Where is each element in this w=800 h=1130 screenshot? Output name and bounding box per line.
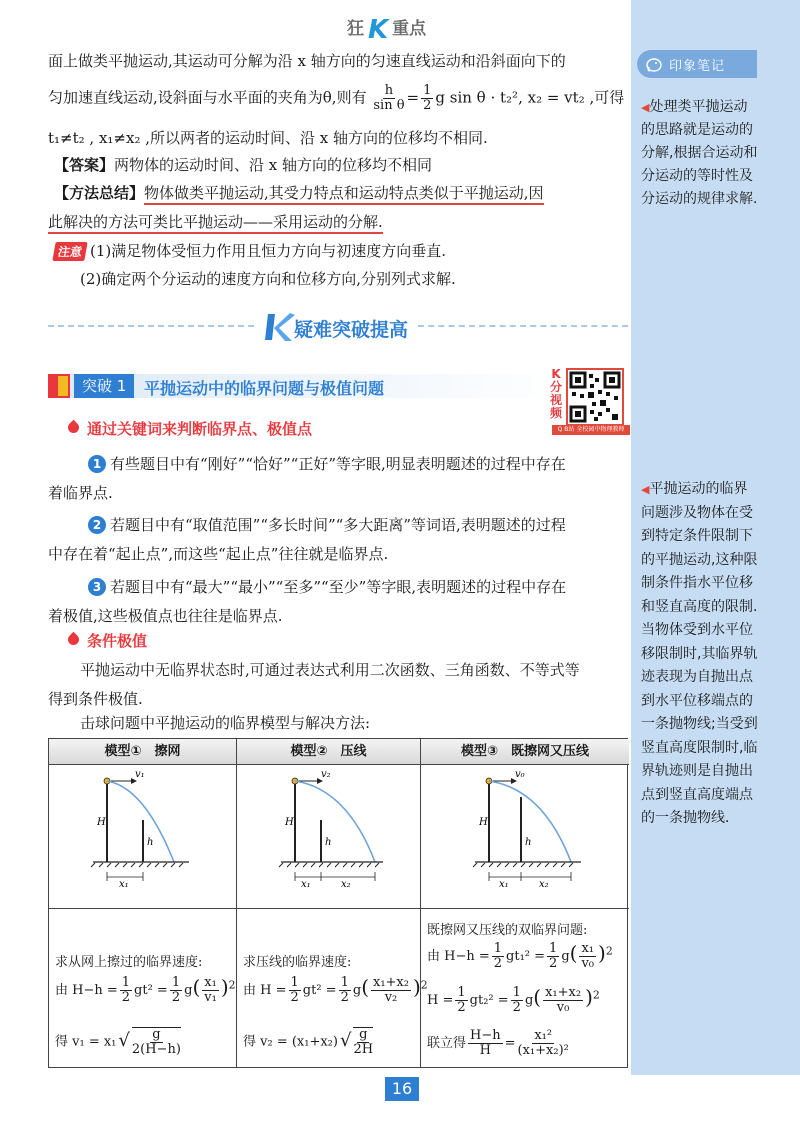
banner-divider-right xyxy=(418,325,628,327)
method-line-2: 此解决的方法可类比平抛运动——采用运动的分解. xyxy=(48,211,383,232)
label-x1: x₁ xyxy=(119,879,129,890)
label-x2: x₂ xyxy=(341,879,351,890)
point-3-line-1: 3 若题目中有“最大”“最小”“至多”“至少”等字眼,表明题述的过程中存在 xyxy=(88,576,566,597)
label-H: H xyxy=(285,817,294,828)
brand-k-logo: K xyxy=(368,15,389,45)
cell-3-eq1: 由 H−h = $\frac{1}{2}$ gt₁² = $\frac{1}{2}$ g( $\frac{\text{x₁}}{\text{v₀}}$ )$^2$ xyxy=(427,941,613,971)
side-note-2 xyxy=(641,478,793,831)
side-note-1-line: 分运动的等时性及 xyxy=(641,168,753,184)
book-icon xyxy=(48,374,70,398)
label-x2: x₂ xyxy=(539,879,549,890)
table-figure-3 xyxy=(421,765,629,909)
answer-tag: 【答案】 xyxy=(54,156,115,174)
side-note-1-line: 的思路就是运动的 xyxy=(641,122,753,138)
cell-3-eq3: 联立得 $\frac{H-h}{H}$ = $\frac{\text{x₁²}}{\text{(x₁+x₂)²}}$ xyxy=(427,1028,569,1058)
subhead-keywords: 通过关键词来判断临界点、极值点 xyxy=(68,418,312,439)
brand-left: 狂 xyxy=(347,19,364,39)
method-tag: 【方法总结】 xyxy=(54,184,145,202)
label-H: H xyxy=(479,817,488,828)
side-note-2-line: 到特定条件限制下 xyxy=(641,528,753,544)
number-circle: 1 xyxy=(88,455,106,473)
note-header-title: 印象笔记 xyxy=(669,59,726,74)
side-note-2-line: 的平抛运动,这种限 xyxy=(641,551,758,568)
diagram-line-press xyxy=(237,765,421,909)
section-title: 疑难突破提高 xyxy=(294,319,409,341)
cell-3-title: 既擦网又压线的双临界问题: xyxy=(427,923,588,938)
fraction-h-sin: $\frac{h}{\text{sin θ}}$ xyxy=(373,83,405,113)
cell-1-eq1: 由 H−h = $\frac{1}{2}$ gt² = $\frac{1}{2}$ g( $\frac{\text{x₁}}{\text{v₁}}$ )$^2$ xyxy=(55,975,236,1005)
qr-caption: Q B站 全校园中物理教师 xyxy=(552,425,630,435)
table-figure-2 xyxy=(237,765,421,909)
label-h: h xyxy=(147,837,154,848)
side-note-1-line: 分解,根据合运动和 xyxy=(641,145,758,161)
table-header-model-2: 模型② 压线 xyxy=(237,739,421,765)
side-note-2-line: 竖直高度限制时,临 xyxy=(641,739,758,756)
label-v: v₁ xyxy=(135,769,145,780)
header-brand xyxy=(347,14,426,45)
side-note-2-line: 和竖直高度的限制. xyxy=(641,598,758,615)
number-circle: 2 xyxy=(88,516,106,534)
side-note-2-line: 迹表现为自抛出点 xyxy=(641,669,753,685)
label-x1: x₁ xyxy=(301,879,311,890)
attention-line-2: (2)确定两个分运动的速度方向和位移方向,分别列式求解. xyxy=(80,270,456,288)
side-note-2-line: 移限制时,其临界轨 xyxy=(641,645,758,662)
table-figure-1 xyxy=(49,765,237,909)
qr-side-text: K分视频 xyxy=(549,367,562,420)
method-line-1: 【方法总结】物体做类平抛运动,其受力特点和运动特点类似于平抛运动,因 xyxy=(54,182,544,203)
fraction-half: $\frac{1}{2}$ xyxy=(423,83,432,113)
side-note-2-line: 界轨迹则是自抛出 xyxy=(641,763,753,779)
label-h: h xyxy=(325,837,332,848)
cond-line-1: 平抛运动中无临界状态时,可通过表达式利用二次函数、三角函数、不等式等 xyxy=(80,661,580,679)
attention-line-1: 注意 (1)满足物体受恒力作用且恒力方向与初速度方向垂直. xyxy=(54,240,446,261)
side-note-1-line: ◀处理类平抛运动 xyxy=(641,99,748,115)
table-header-model-3: 模型③ 既擦网又压线 xyxy=(421,739,629,765)
diagram-net-graze xyxy=(49,765,237,909)
models-table xyxy=(48,738,628,1068)
page-number: 16 xyxy=(385,1077,419,1101)
elephant-icon xyxy=(645,55,663,73)
cell-1-title: 求从网上擦过的临界速度: xyxy=(55,955,203,970)
intro-line-2: 匀加速直线运动,设斜面与水平面的夹角为θ,则有 $\frac{h}{\text{sin θ}}$ = $\frac{1}{2}$ g sin θ · t₂², x₂ = vt₂ ,可得 xyxy=(48,83,625,113)
number-circle: 3 xyxy=(88,578,106,596)
point-2-line-1: 2 若题目中有“取值范围”“多长时间”“多大距离”等词语,表明题述的过程 xyxy=(88,514,566,535)
cell-2-eq1: 由 H = $\frac{1}{2}$ gt² = $\frac{1}{2}$ g( $\frac{\text{x₁+x₂}}{\text{v₂}}$ )$^2$ xyxy=(243,975,428,1005)
triangle-icon: ◀ xyxy=(641,483,650,496)
attention-badge: 注意 xyxy=(52,242,87,261)
label-h: h xyxy=(525,837,532,848)
table-cell-model-2 xyxy=(237,909,428,1067)
intro-line-3: t₁≠t₂ , x₁≠x₂ ,所以两者的运动时间、沿 x 轴方向的位移均不相同. xyxy=(48,129,488,147)
answer-line: 【答案】两物体的运动时间、沿 x 轴方向的位移均不相同 xyxy=(54,156,433,174)
side-note-2-line: 问题涉及物体在受 xyxy=(641,504,753,521)
side-note-1-line: 分运动的规律求解. xyxy=(641,191,758,207)
label-v: v₂ xyxy=(321,769,331,780)
label-v: v₀ xyxy=(515,769,525,780)
cond-line-3: 击球问题中平抛运动的临界模型与解决方法: xyxy=(80,714,371,732)
side-note-2-line: 制条件指水平位移 xyxy=(641,575,753,591)
drop-icon xyxy=(66,632,82,648)
cell-1-eq2: 得 v₁ = x₁ √ $\frac{g}{2(H-h)}$ xyxy=(55,1027,181,1057)
cond-line-2: 得到条件极值. xyxy=(48,690,143,708)
point-1-line-1: 1 有些题目中有“刚好”“恰好”“正好”等字眼,明显表明题述的过程中存在 xyxy=(88,453,566,474)
label-x1: x₁ xyxy=(499,879,509,890)
intro-line-1: 面上做类平抛运动,其运动可分解为沿 x 轴方向的匀速直线运动和沿斜面向下的 xyxy=(48,52,566,70)
breakthrough-title: 平抛运动中的临界问题与极值问题 xyxy=(144,379,385,398)
table-header-model-1: 模型① 擦网 xyxy=(49,739,237,765)
side-note-2-line: 当物体受到水平位 xyxy=(641,622,753,638)
side-note-2-line: 点到竖直高度端点 xyxy=(641,786,753,803)
point-2-line-2: 中存在着“起止点”,而这些“起止点”往往就是临界点. xyxy=(48,545,389,563)
note-header xyxy=(637,50,757,78)
cell-2-title: 求压线的临界速度: xyxy=(243,955,352,970)
side-note-2-line: 一条抛物线;当受到 xyxy=(641,716,758,732)
k-logo-icon xyxy=(262,310,296,344)
point-1-line-2: 着临界点. xyxy=(48,484,113,502)
label-H: H xyxy=(97,817,106,828)
triangle-icon: ◀ xyxy=(641,101,650,114)
point-3-line-2: 着极值,这些极值点也往往是临界点. xyxy=(48,607,283,625)
side-note-2-line: 到水平位移端点的 xyxy=(641,692,753,709)
table-cell-model-1 xyxy=(49,909,237,1067)
qr-code[interactable] xyxy=(566,368,624,426)
banner-divider-left xyxy=(48,325,254,327)
diagram-both xyxy=(421,765,629,909)
brand-right: 重点 xyxy=(392,19,427,39)
breakthrough-label: 突破 1 xyxy=(74,374,134,398)
side-note-1 xyxy=(641,96,793,211)
subhead-condition: 条件极值 xyxy=(68,630,147,651)
cell-2-eq2: 得 v₂ = (x₁+x₂) √ $\frac{g}{2H}$ xyxy=(243,1027,374,1057)
drop-icon xyxy=(66,420,82,436)
cell-3-eq2: H = $\frac{1}{2}$ gt₂² = $\frac{1}{2}$ g( $\frac{\text{x₁+x₂}}{\text{v₀}}$ )$^2$ xyxy=(427,985,600,1015)
side-note-2-line: ◀平抛运动的临界 xyxy=(641,481,748,497)
table-cell-model-3 xyxy=(421,909,629,1067)
side-note-2-line: 的一条抛物线. xyxy=(641,810,730,826)
